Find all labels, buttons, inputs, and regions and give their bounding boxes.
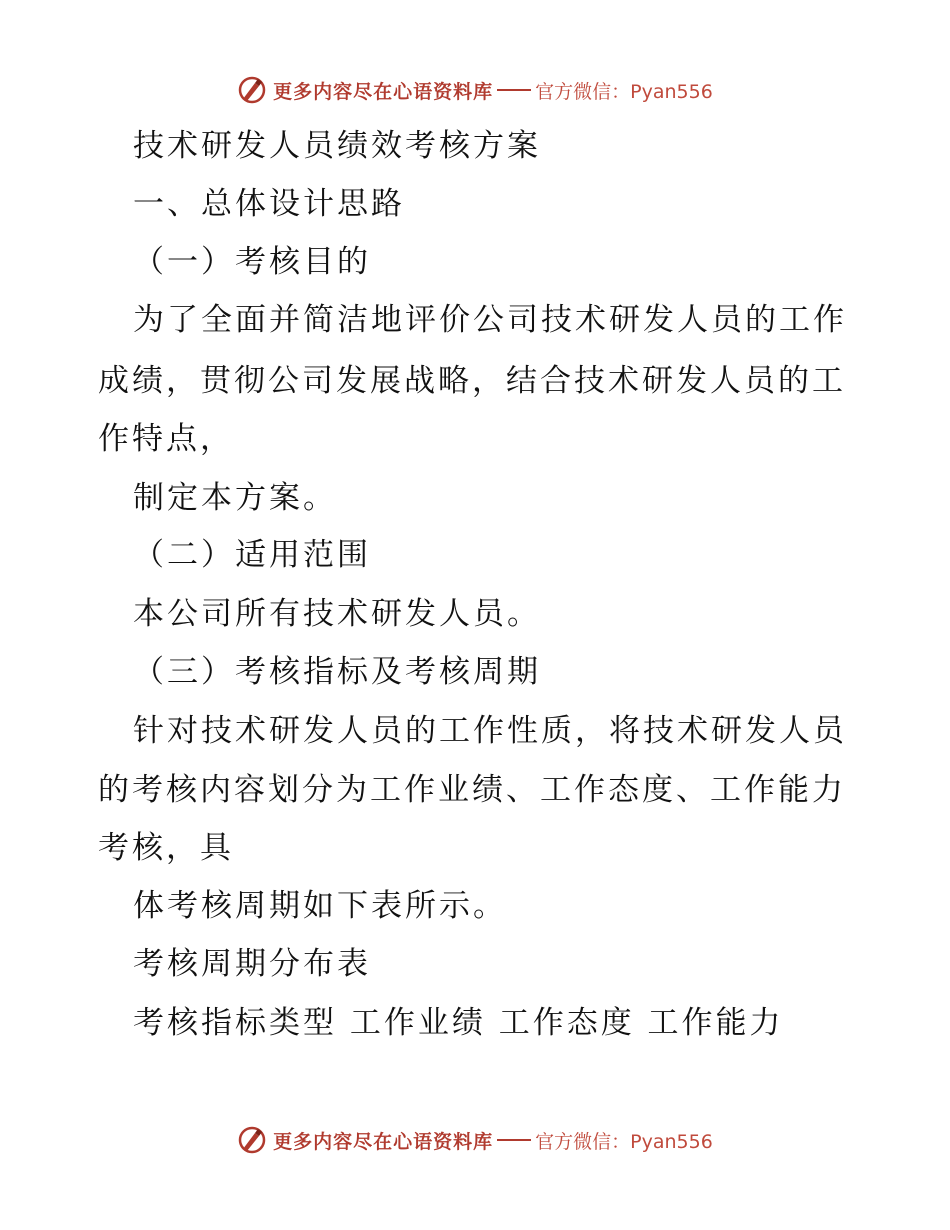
paragraph-line: 作特点， <box>98 421 234 457</box>
watermark-dash <box>497 89 531 91</box>
header-watermark-banner <box>0 70 950 110</box>
paragraph-line: 的考核内容划分为工作业绩、工作态度、工作能力 <box>98 772 846 808</box>
watermark-wechat-text: 官方微信：Pyan556 <box>535 1130 713 1153</box>
paragraph-line: 针对技术研发人员的工作性质，将技术研发人员 <box>133 713 847 749</box>
watermark-main-text: 更多内容尽在心语资料库 <box>273 80 494 103</box>
pen-logo-icon <box>237 75 267 105</box>
paragraph-line: 成绩，贯彻公司发展战略，结合技术研发人员的工 <box>98 363 846 399</box>
paragraph-line: 为了全面并简洁地评价公司技术研发人员的工作 <box>133 302 847 338</box>
subsection-heading: （一）考核目的 <box>133 244 371 280</box>
subsection-heading: （三）考核指标及考核周期 <box>133 654 541 690</box>
paragraph-line: 本公司所有技术研发人员。 <box>133 596 541 632</box>
section-heading: 一、总体设计思路 <box>133 186 405 222</box>
footer-watermark-banner <box>0 1120 950 1160</box>
subsection-heading: （二）适用范围 <box>133 537 371 573</box>
watermark-dash <box>497 1139 531 1141</box>
paragraph-line: 考核，具 <box>98 830 234 866</box>
document-title: 技术研发人员绩效考核方案 <box>133 128 541 164</box>
watermark-wechat-text: 官方微信：Pyan556 <box>535 80 713 103</box>
watermark-main-text: 更多内容尽在心语资料库 <box>273 1130 494 1153</box>
table-header-row: 考核指标类型 工作业绩 工作态度 工作能力 <box>133 1005 784 1041</box>
paragraph-line: 体考核周期如下表所示。 <box>133 888 507 924</box>
table-title: 考核周期分布表 <box>133 946 371 982</box>
pen-logo-icon <box>237 1125 267 1155</box>
paragraph-line: 制定本方案。 <box>133 480 337 516</box>
